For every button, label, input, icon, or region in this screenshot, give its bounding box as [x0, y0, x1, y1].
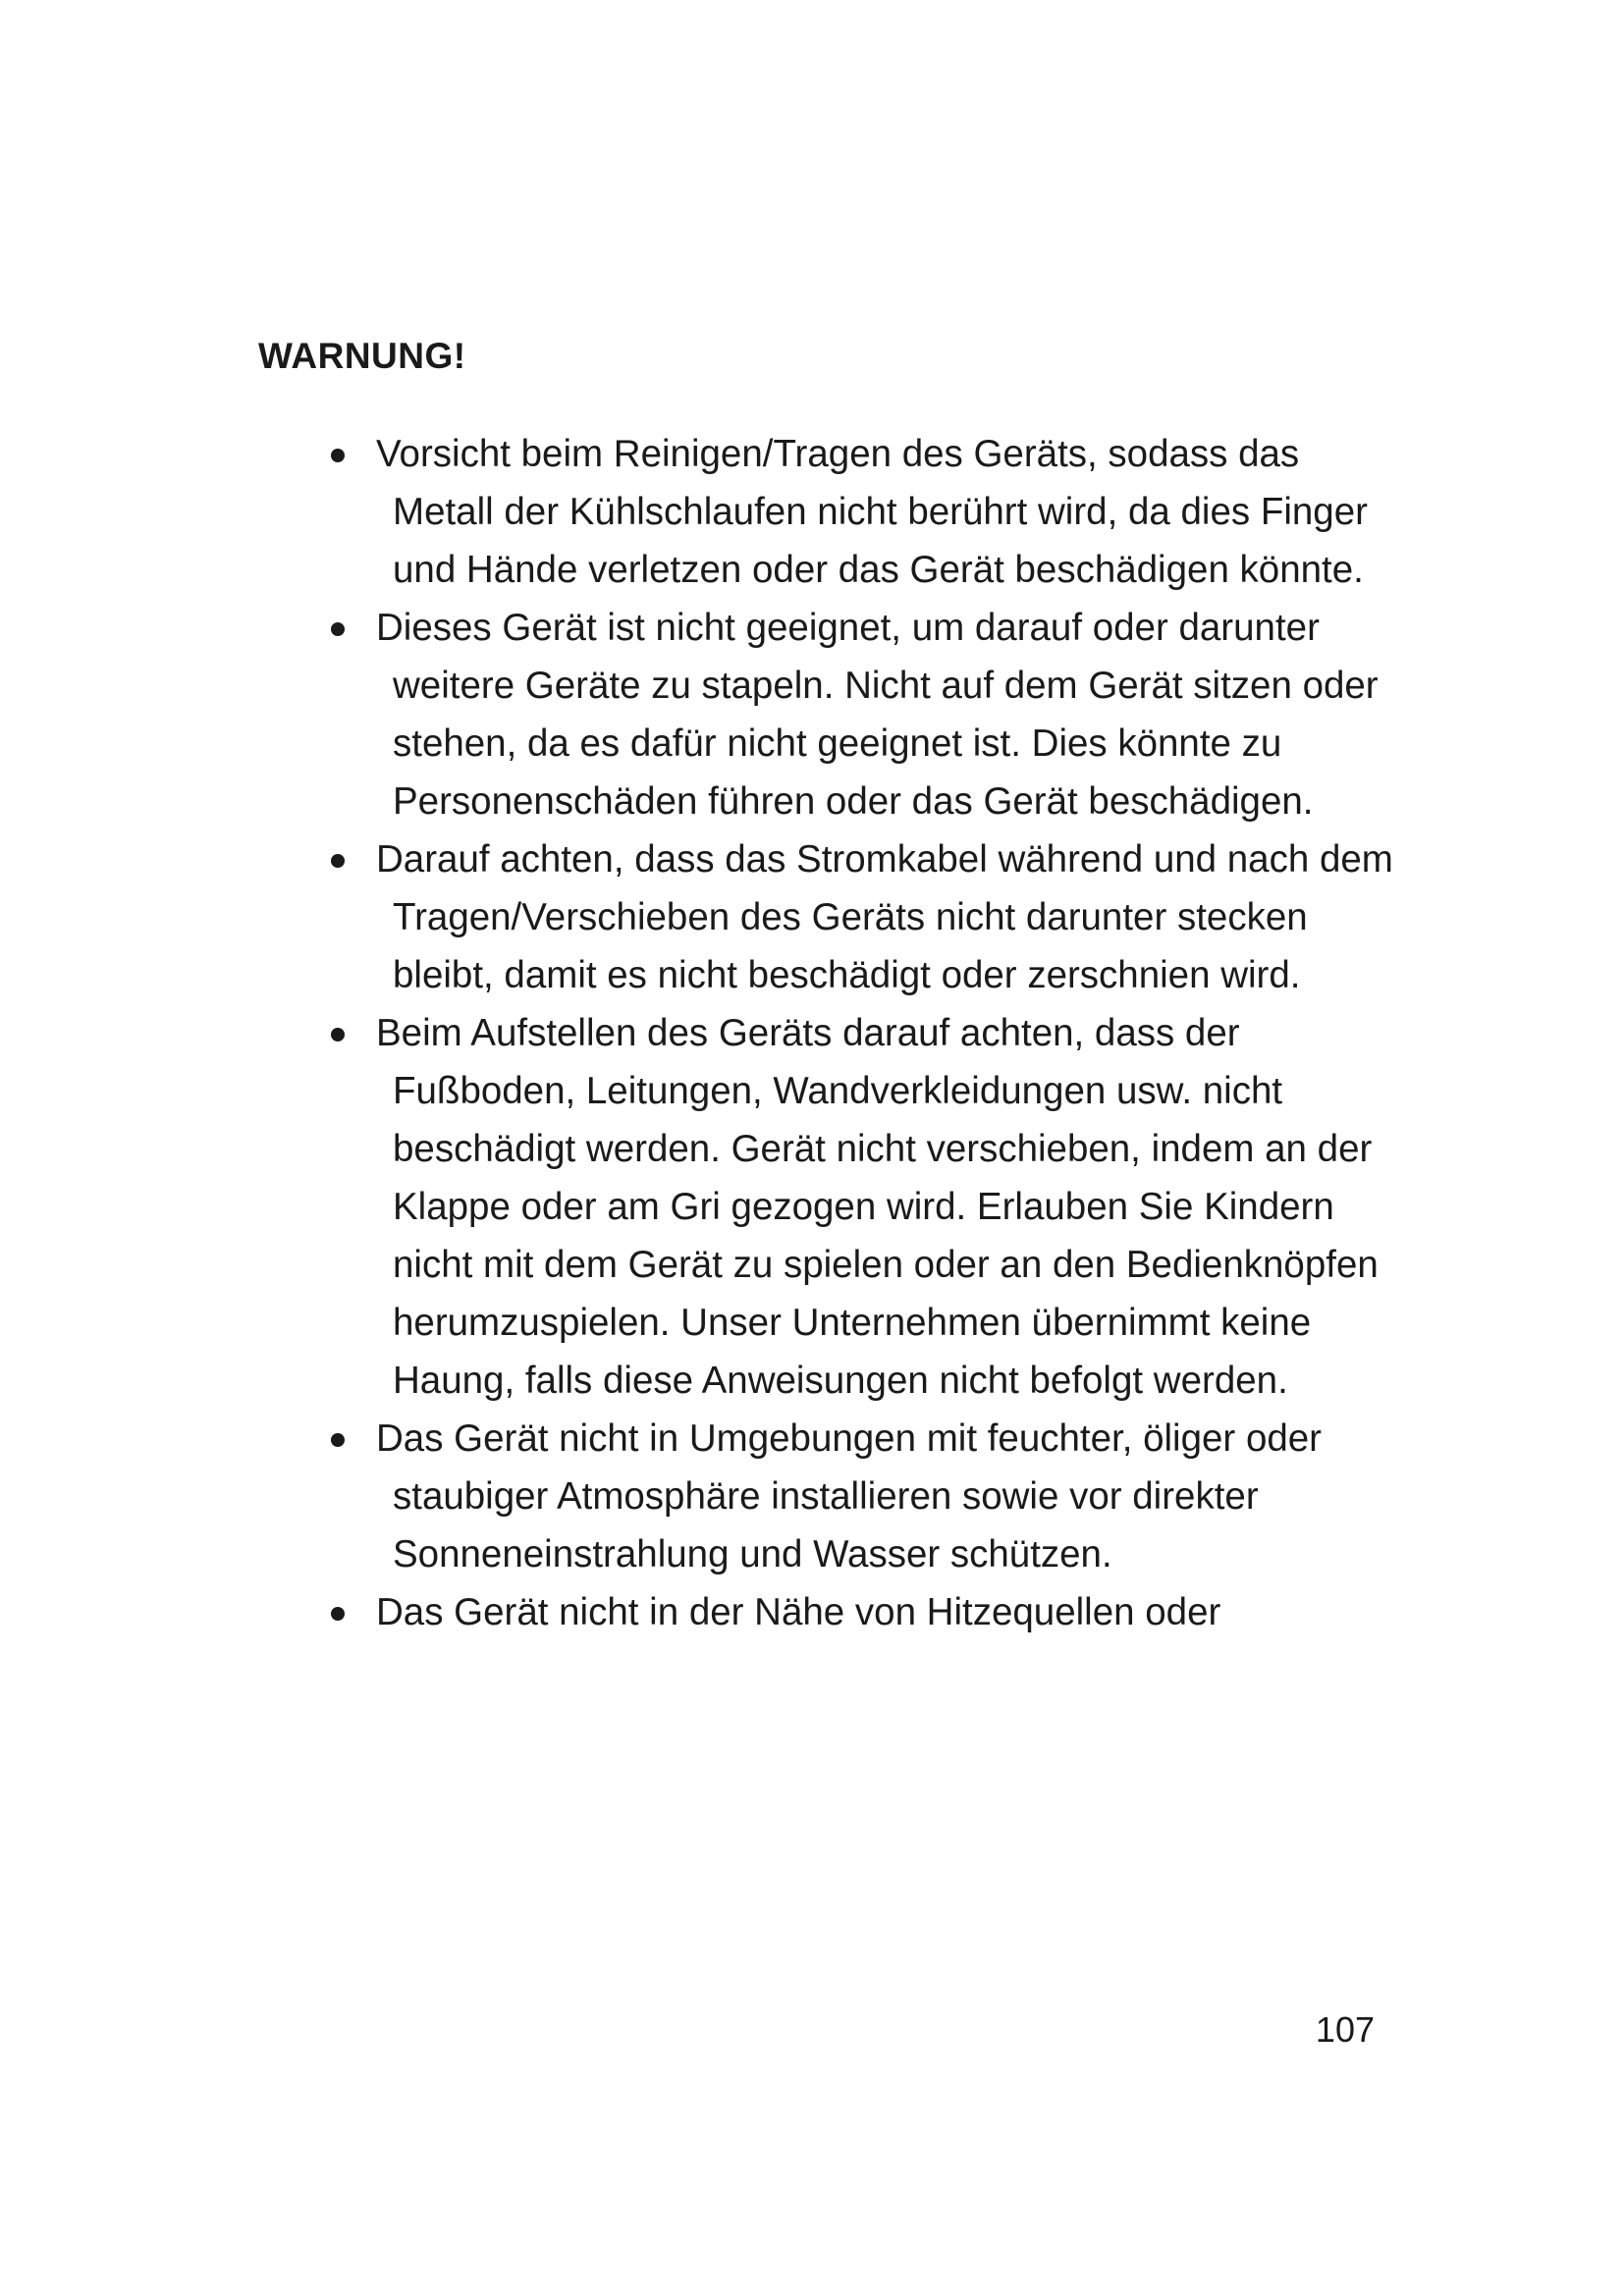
page-number: 107: [1315, 2009, 1375, 2050]
list-item-text: Das Gerät nicht in der Nähe von Hitzequellen oder: [376, 1591, 1221, 1633]
bullet-icon: [331, 1028, 345, 1041]
bullet-icon: [331, 854, 345, 868]
list-item: [324, 425, 1394, 599]
list-item-text: Darauf achten, dass das Stromkabel während und nach dem Tragen/Verschieben des Geräts nicht darunter stecken bleibt, damit es nicht beschädigt oder zerschnien wird.: [376, 838, 1393, 996]
list-item-text: Beim Aufstellen des Geräts darauf achten, dass der Fußboden, Leitungen, Wandverkleidungen usw. nicht beschädigt werden. Gerät nicht verschieben, indem an der Klappe oder am Gri gezogen wird. Erlauben Sie Kindern nicht mit dem Gerät zu spielen oder an den Bedienknöpfen herumzuspielen. Unser Unternehmen übernimmt keine Haung, falls diese Anweisungen nicht befolgt werden.: [376, 1012, 1379, 1402]
list-item: [324, 1410, 1394, 1583]
list-item: [324, 830, 1394, 1004]
list-item-text: Das Gerät nicht in Umgebungen mit feuchter, öliger oder staubiger Atmosphäre installieren sowie vor direkter Sonneneinstrahlung und Wasser schützen.: [376, 1417, 1323, 1575]
list-item-text: Vorsicht beim Reinigen/Tragen des Geräts, sodass das Metall der Kühlschlaufen nicht berührt wird, da dies Finger und Hände verletzen oder das Gerät beschädigen könnte.: [376, 433, 1368, 591]
bullet-icon: [331, 1607, 345, 1621]
list-item: [324, 599, 1394, 830]
warning-bullet-list: [324, 425, 1394, 1641]
list-item: [324, 1583, 1394, 1641]
bullet-icon: [331, 622, 345, 636]
bullet-icon: [331, 1433, 345, 1447]
bullet-icon: [331, 449, 345, 462]
warning-heading: WARNUNG!: [258, 336, 466, 376]
list-item: [324, 1004, 1394, 1410]
list-item-text: Dieses Gerät ist nicht geeignet, um darauf oder darunter weitere Geräte zu stapeln. Nicht auf dem Gerät sitzen oder stehen, da es dafür nicht geeignet ist. Dies könnte zu Personenschäden führen oder das Gerät beschädigen.: [376, 607, 1379, 823]
